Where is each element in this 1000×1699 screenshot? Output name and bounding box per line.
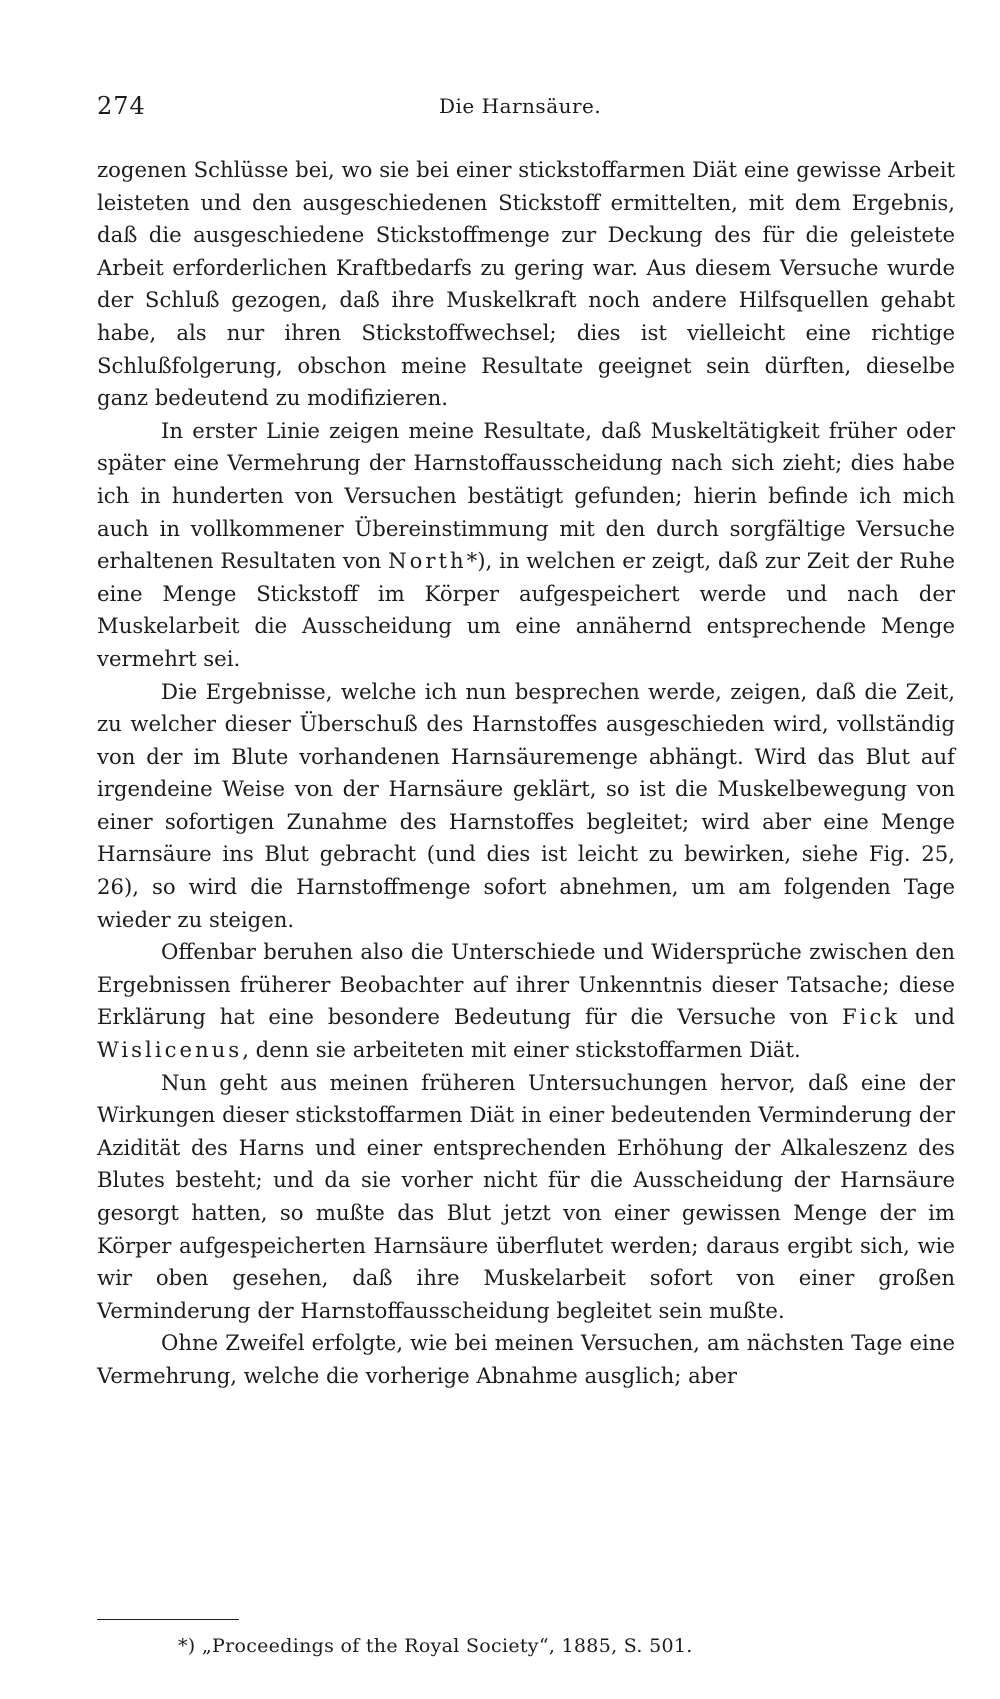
footnote: *) „Proceedings of the Royal Society“, 1885, S. 501. [178,1635,693,1657]
paragraph-final: Ohne Zweifel erfolgte, wie bei meinen Versuchen, am nächsten Tage eine Vermehrung, welche die vorherige Abnahme ausglich; aber [97,1330,955,1388]
paragraph-muscle-activity [97,415,955,676]
paragraph-text: *), in welchen er zeigt, daß zur Zeit der Ruhe eine Menge Stickstoff im Körper aufgespeichert werde und nach der Muskelarbeit die Ausscheidung um eine annähernd entsprechende Menge vermehrt sei. [97,548,955,671]
paragraph-text: und [900,1004,955,1030]
author-name-north: North [388,548,467,574]
paragraph-differences [97,936,955,1066]
paragraph-text: Offenbar beruhen also die Unterschiede und Widersprüche zwischen den Ergebnissen früherer Beobachter auf ihrer Unkenntnis dieser Tatsache; diese Erklärung hat eine besondere Bedeutung für die Versuche von [97,939,955,1030]
author-name-wislicenus: Wislicenus [97,1037,243,1063]
author-name-fick: Fick [842,1004,901,1030]
running-title: Die Harnsäure. [439,94,602,118]
paragraph-text: , denn sie arbeiteten mit einer stickstoffarmen Diät. [242,1037,801,1063]
page-header [97,92,955,126]
paragraph-text: In erster Linie zeigen meine Resultate, daß Muskeltätigkeit früher oder später eine Vermehrung der Harnstoffausscheidung nach sich zieht; dies habe ich in hunderten von Versuchen bestätigt gefunden; hierin befinde ich mich auch in vollkommener Übereinstimmung mit den durch sorgfältige Versuche erhaltenen Resultaten von [97,417,955,574]
paragraph-earlier-studies: Nun geht aus meinen früheren Untersuchungen hervor, daß eine der Wirkungen dieser stickstoffarmen Diät in einer bedeutenden Verminderung der Azidität des Harns und einer entsprechenden Erhöhung der Alkaleszenz des Blutes besteht; und da sie vorher nicht für die Ausscheidung der Harnsäure gesorgt hatten, so mußte das Blut jetzt von einer gewissen Menge der im Körper aufgespeicherten Harnsäure überflutet werden; daraus ergibt sich, wie wir oben gesehen, daß ihre Muskelarbeit sofort von einer großen Verminderung der Harnstoffausscheidung begleitet sein mußte. [97,1069,955,1323]
paragraph-results: Die Ergebnisse, welche ich nun besprechen werde, zeigen, daß die Zeit, zu welcher dieser Überschuß des Harnstoffes ausgeschieden wird, vollständig von der im Blute vorhandenen Harnsäuremenge abhängt. Wird das Blut auf irgendeine Weise von der Harnsäure geklärt, so ist die Muskelbewegung von einer sofortigen Zunahme des Harnstoffes begleitet; wird aber eine Menge Harnsäure ins Blut gebracht (und dies ist leicht zu bewirken, siehe Fig. 25, 26), so wird die Harnstoffmenge sofort abnehmen, um am folgenden Tage wieder zu steigen. [97,678,955,932]
paragraph-continuation: zogenen Schlüsse bei, wo sie bei einer stickstoffarmen Diät eine gewisse Arbeit leisteten und den ausgeschiedenen Stickstoff ermittelten, mit dem Ergebnis, daß die ausgeschiedene Stickstoffmenge zur Deckung des für die geleistete Arbeit erforderlichen Kraftbedarfs zu gering war. Aus diesem Versuche wurde der Schluß gezogen, daß ihre Muskelkraft noch andere Hilfsquellen gehabt habe, als nur ihren Stickstoffwechsel; dies ist vielleicht eine richtige Schlußfolgerung, obschon meine Resultate geeignet sein dürften, dieselbe ganz bedeutend zu modifizieren. [97,157,955,411]
page-number: 274 [97,92,146,120]
footnote-divider [97,1619,239,1620]
body-text [97,154,955,1393]
